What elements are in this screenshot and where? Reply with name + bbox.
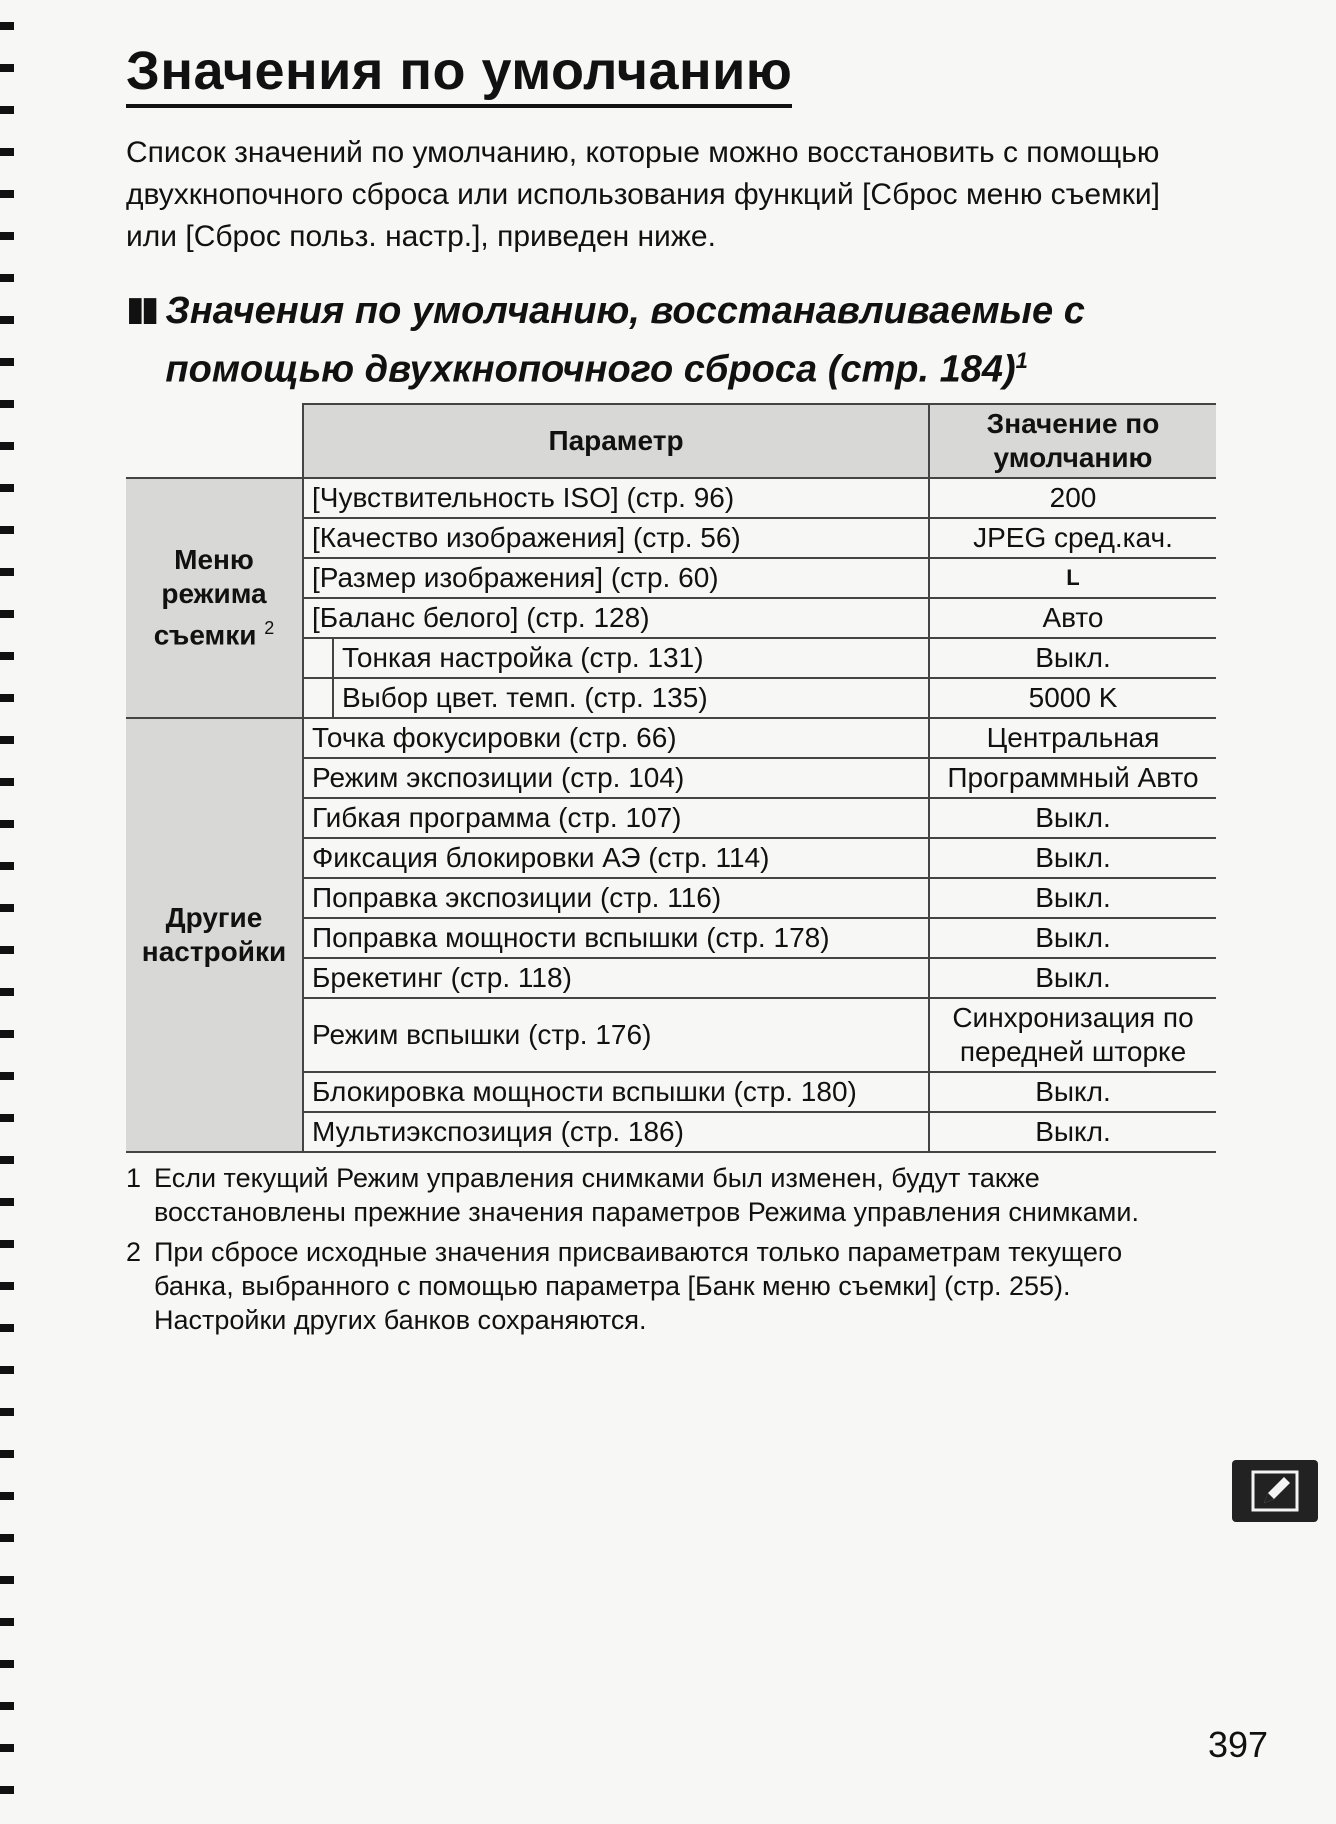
value-cell: Выкл.	[929, 798, 1216, 838]
value-cell: Программный Авто	[929, 758, 1216, 798]
group-other-settings: Другие настройки	[126, 718, 303, 1152]
defaults-table	[126, 403, 1216, 1153]
table-row	[126, 478, 1216, 518]
value-cell: 200	[929, 478, 1216, 518]
value-cell: Авто	[929, 598, 1216, 638]
param-cell: [Чувствительность ISO] (стр. 96)	[303, 478, 929, 518]
header-empty-cell	[126, 404, 303, 478]
param-cell: Поправка экспозиции (стр. 116)	[303, 878, 929, 918]
footnote-1: 1 Если текущий Режим управления снимками был изменен, будут также восстановлены прежние значения параметров Режима управления снимками.	[126, 1162, 1139, 1227]
value-cell: Синхронизация по передней шторке	[929, 998, 1216, 1072]
section-heading-text: Значения по умолчанию, восстанавливаемые с помощью двухкнопочного сброса (стр. 184)$^1$	[165, 290, 1085, 391]
sub-indent	[303, 678, 333, 718]
value-cell: Выкл.	[929, 1072, 1216, 1112]
param-cell: Блокировка мощности вспышки (стр. 180)	[303, 1072, 929, 1112]
header-param: Параметр	[303, 404, 929, 478]
pencil-menu-icon	[1232, 1460, 1318, 1522]
table-row	[126, 718, 1216, 758]
param-cell: Точка фокусировки (стр. 66)	[303, 718, 929, 758]
section-heading-footnote-ref: 1	[1015, 348, 1028, 373]
value-cell: JPEG сред.кач.	[929, 518, 1216, 558]
page-title: Значения по умолчанию	[126, 40, 792, 108]
page-number: 397	[1208, 1724, 1269, 1765]
intro-paragraph: Список значений по умолчанию, которые можно восстановить с помощью двухкнопочного сброса или использования функций [Сброс меню съемки] или [Сброс польз. настр.], приведен ниже.	[126, 136, 1160, 253]
param-cell: Режим вспышки (стр. 176)	[303, 998, 929, 1072]
param-cell: Брекетинг (стр. 118)	[303, 958, 929, 998]
footnotes	[126, 1161, 1216, 1337]
value-cell: Выкл.	[929, 838, 1216, 878]
group-shooting-menu: Меню режима съемки $^2$	[126, 478, 303, 718]
param-cell: Выбор цвет. темп. (стр. 135)	[333, 678, 929, 718]
param-cell: Мультиэкспозиция (стр. 186)	[303, 1112, 929, 1152]
value-cell: L	[929, 558, 1216, 598]
binding-edge	[0, 0, 14, 1824]
param-cell: Гибкая программа (стр. 107)	[303, 798, 929, 838]
param-cell: [Размер изображения] (стр. 60)	[303, 558, 929, 598]
param-cell: Фиксация блокировки АЭ (стр. 114)	[303, 838, 929, 878]
value-cell: Выкл.	[929, 1112, 1216, 1152]
param-cell: [Баланс белого] (стр. 128)	[303, 598, 929, 638]
footnote-2: 2 При сбросе исходные значения присваиваются только параметрам текущего банка, выбранного с помощью параметра [Банк меню съемки] (стр. 255). Настройки других банков сохраняются.	[126, 1236, 1123, 1335]
sub-indent	[303, 638, 333, 678]
value-cell: Выкл.	[929, 638, 1216, 678]
value-cell: Выкл.	[929, 878, 1216, 918]
value-cell: 5000 K	[929, 678, 1216, 718]
table-header-row	[126, 404, 1216, 478]
param-cell: [Качество изображения] (стр. 56)	[303, 518, 929, 558]
param-cell: Тонкая настройка (стр. 131)	[333, 638, 929, 678]
header-default: Значение по умолчанию	[929, 404, 1216, 478]
section-heading	[126, 286, 1216, 395]
value-cell: Выкл.	[929, 918, 1216, 958]
section-bullet-icon: ▮▮	[126, 290, 156, 328]
document-page	[126, 40, 1216, 1343]
value-cell: Центральная	[929, 718, 1216, 758]
param-cell: Режим экспозиции (стр. 104)	[303, 758, 929, 798]
value-cell: Выкл.	[929, 958, 1216, 998]
param-cell: Поправка мощности вспышки (стр. 178)	[303, 918, 929, 958]
